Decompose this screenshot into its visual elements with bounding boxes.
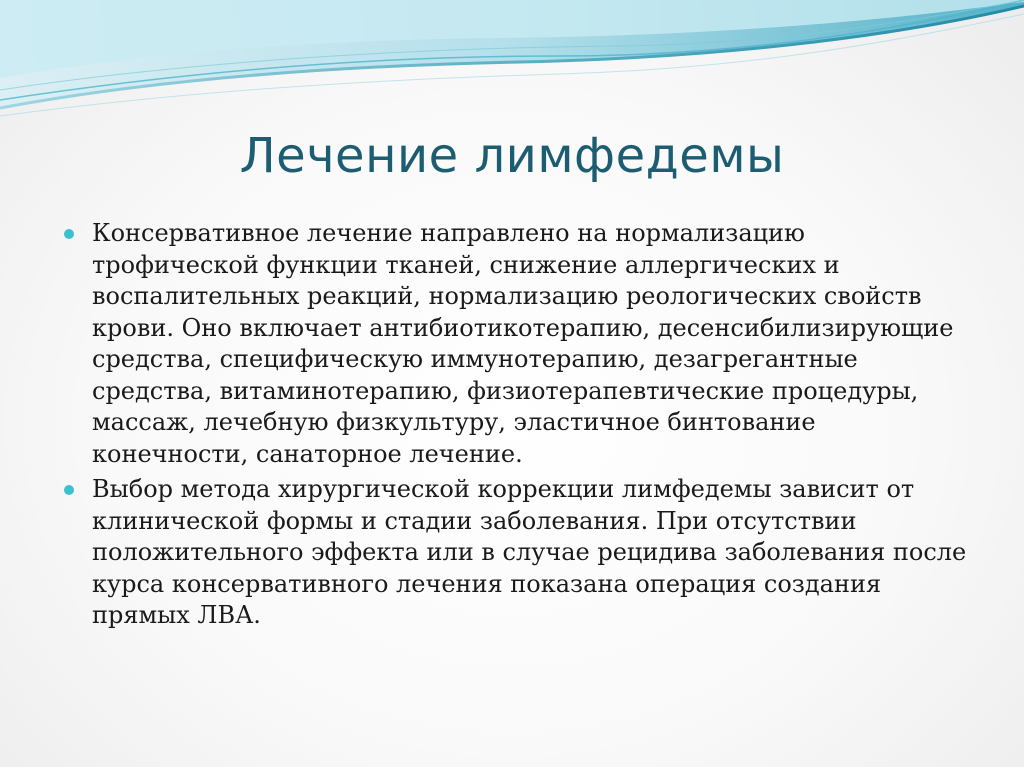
bullet-item [92, 474, 972, 632]
slide-title: Лечение лимфедемы [239, 128, 785, 184]
bullet-dot-icon [64, 229, 74, 239]
bullet-text: Консервативное лечение направлено на нормализацию трофической функции тканей, снижение аллергических и воспалительных реакций, нормализацию реологических свойств крови. Оно включает антибиотикотерапию, десенсибилизирующие средства, специфическую иммунотерапию, дезагрегантные средства, витаминотерапию, физиотерапевтические процедуры, массаж, лечебную физкультуру, эластичное бинтование конечности, санаторное лечение. [92, 219, 954, 468]
bullet-text: Выбор метода хирургической коррекции лимфедемы зависит от клинической формы и стадии заболевания. При отсутствии положительного эффекта или в случае рецидива заболевания после курса консервативного лечения показана операция создания прямых ЛВА. [92, 475, 967, 629]
bullet-item [92, 218, 972, 470]
bullet-list [92, 218, 972, 636]
header-wave-decoration [0, 0, 1024, 130]
bullet-dot-icon [64, 485, 74, 495]
